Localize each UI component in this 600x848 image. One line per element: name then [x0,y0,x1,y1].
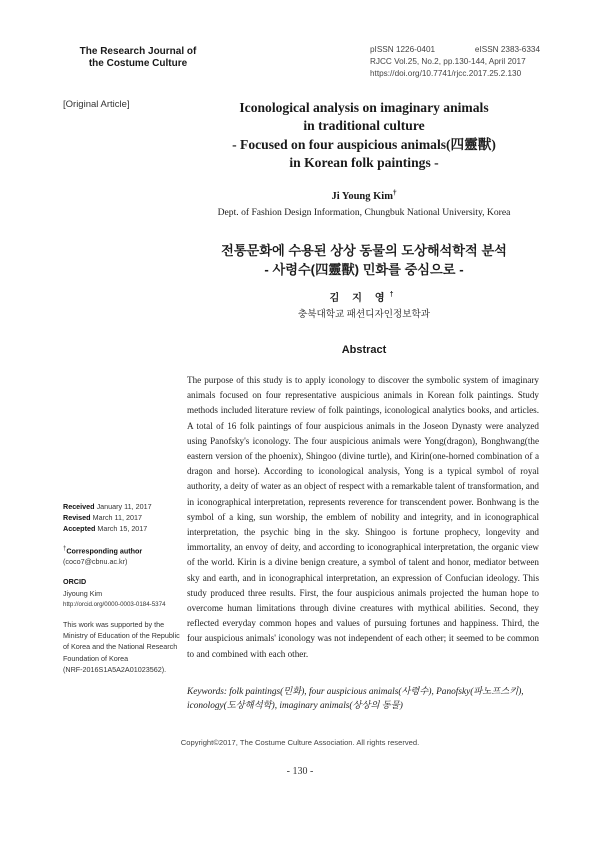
pissn: pISSN 1226-0401 [370,45,436,54]
corresponding-label: Corresponding author [66,546,143,555]
received-info [63,501,181,512]
title-korean-line1: 전통문화에 수용된 상상 동물의 도상해석학적 분석 [221,243,507,258]
author-english [190,188,538,202]
funding-grant: (NRF-2016S1A5A2A01023562). [63,664,167,674]
journal-name-line2: the Costume Culture [88,58,188,69]
orcid-label: ORCID [63,577,87,587]
author-korean-name: 김 지 영 [329,293,390,304]
abstract-heading: Abstract [341,344,387,356]
title-english-line1: Iconological analysis on imaginary animals [239,100,489,115]
author-english-mark: † [392,188,397,197]
accepted-info [63,523,181,534]
title-english [190,99,538,173]
title-english-line3: - Focused on four auspicious animals(四靈獸) [232,136,496,152]
article-type: [Original Article] [63,99,130,110]
author-korean-mark: † [389,291,399,299]
affiliation-english: Dept. of Fashion Design Information, Chungbuk National University, Korea [217,207,511,218]
keyword-item: Panofsky(파노프스키), [436,687,524,697]
keywords-label: Keywords: [187,687,227,697]
title-korean [190,241,538,279]
revised-date: March 11, 2017 [92,513,142,523]
issn-block [370,44,540,80]
received-date: January 11, 2017 [96,502,152,511]
citation: RJCC Vol.25, No.2, pp.130-144, April 2017 [370,57,526,66]
keyword-item: imaginary animals(상상의 동물) [279,701,403,711]
copyright: Copyright©2017, The Costume Culture Association. All rights reserved. [180,738,420,747]
journal-name-line1: The Research Journal of [79,46,197,57]
doi-link[interactable]: https://doi.org/10.7741/rjcc.2017.25.2.130 [370,69,522,78]
revised-label: Revised [63,513,91,523]
corresponding-mark: † [63,545,67,552]
title-english-line2: in traditional culture [303,118,425,134]
corresponding-author [63,544,181,557]
page-number: - 130 - [286,766,314,777]
accepted-label: Accepted [63,524,96,534]
abstract-body: The purpose of this study is to apply iconology to discover the symbolic system of imaginary animals focused on four representative auspicious animals in Korean folk paintings. Study methods included literature review of folk paintings, iconological analytics books, and articles. A total of 16 folk paintings of four auspicious animals in the Joseon Dynasty were analyzed using Panofsky's iconology. The four auspicious animals were Yong(dragon), Bonghwang(the eastern version of the phoenix), Shingoo (divine turtle), and Kirin(one-horned combination of a dragon and horse). According to iconological analysis, Yong is a typical symbol of royal authority, a deity of water as an object of respect with a remarkable talent of transformation, and in iconographical interpretation, represents reverence for transcendent power. Bonhwang is the symbol of a king, sun worship, the emblem of nobility and integrity, and in iconographical interpretation, the psychic bing in the sky. Shingoo is fortune prophecy, longevity and immortality, an envoy of deity, and according to iconographical interpretation, the organic view of the world. Kirin is a divine benign creature, a symbol of talent and honor, mediator between sky and earth, and in iconographical interpretation, an expression of Confucian ideology. This study produced three results. First, the four auspicious animals projected the human hope to overcome human limitations through divine creatures with mythical abilities. Second, they reflected everyday common hopes and values of pursuing fortunes and happiness. Third, the four auspicious animals' iconology was not independent of each other; it seemed to be common to and combined with each other. [187,375,539,659]
orcid-link[interactable]: http://orcid.org/0000-0003-0184-5374 [63,600,166,608]
eissn: eISSN 2383-6334 [474,45,540,54]
author-korean [190,289,538,304]
received-label: Received [63,502,95,511]
affiliation-korean: 충북대학교 패션디자인정보학과 [297,309,431,320]
keyword-item: four auspicious animals(사령수), [308,687,434,697]
orcid-name: Jiyoung Kim [63,588,103,598]
keywords [187,685,539,713]
article-sidebar [63,501,181,675]
keyword-item: folk paintings(민화), [229,687,307,697]
journal-name [63,46,213,70]
author-english-name: Ji Young Kim [331,191,393,202]
corresponding-email[interactable]: (coco7@cbnu.ac.kr) [63,557,128,567]
accepted-date: March 15, 2017 [97,524,148,534]
keyword-item: iconology(도상해석학), [187,701,278,711]
title-english-line4: in Korean folk paintings - [289,155,439,171]
revised-info [63,512,181,523]
funding-text: This work was supported by the Ministry of Education of the Republic of Korea and the National Research Foundation of Korea [63,620,180,663]
title-korean-line2: - 사령수(四靈獸) 민화를 중심으로 - [264,262,464,277]
